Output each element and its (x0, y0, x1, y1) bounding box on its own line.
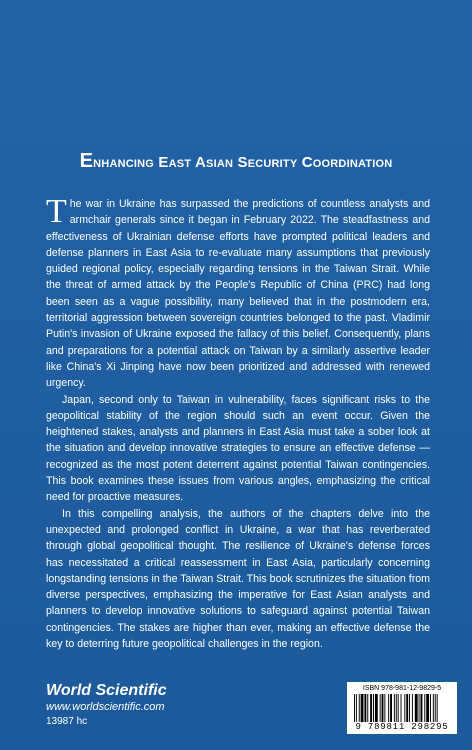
barcode-bar (390, 694, 392, 722)
barcode-bar (412, 694, 413, 722)
barcode-lead-digit: 9 (355, 722, 362, 732)
barcode-bar (384, 694, 385, 722)
publisher-url[interactable]: www.worldscientific.com (46, 701, 165, 713)
barcode-number (347, 722, 457, 732)
drop-cap: T (46, 193, 67, 230)
barcode-bars (353, 694, 451, 722)
barcode-bar (359, 694, 360, 722)
publisher-name: World Scientific (46, 682, 167, 699)
barcode-bar (394, 694, 395, 722)
blurb-paragraph-2: Japan, second only to Taiwan in vulnerability, faces significant risks to the geopolitical stability of the region should such an event occur. Given the heightened stakes, analysts and planners in East Asia must take a sober look at the situation and develop innovative strategies to ensure an effective defense — recognized as the most potent deterrent against potential Taiwan contingencies. This book examines these issues from various angles, emphasizing the critical need for proactive measures. (46, 393, 430, 504)
title-rest: nhancing East Asian Security Coordination (93, 154, 393, 171)
barcode-bar (430, 694, 431, 722)
isbn-label: ISBN 978-981-12-9829-5 (362, 685, 442, 692)
barcode-bar (424, 694, 425, 722)
book-title (0, 150, 472, 173)
barcode-bar (396, 694, 397, 722)
barcode-bar (426, 694, 429, 722)
barcode-left-digits: 789811 (367, 722, 406, 732)
blurb-paragraph-1 (46, 193, 430, 392)
barcode-bar (404, 694, 405, 722)
blurb-paragraph-3: In this compelling analysis, the authors of the chapters delve into the unexpected and prolonged conflict in Ukraine, a war that has reverberated through global geopolitical thought. The resilience of Ukraine's defense forces has necessitated a critical reassessment in East Asia, particularly concerning longstanding tensions in the Taiwan Strait. This book scrutinizes the situation from diverse perspectives, emphasizing the imperative for East Asian analysts and planners to develop innovative solutions to safeguard against potential Taiwan contingencies. The stakes are higher than ever, making an effective defense the key to deterring future geopolitical challenges in the region. (46, 507, 430, 651)
barcode-bar (433, 694, 434, 722)
isbn-barcode (347, 682, 457, 734)
barcode-bar (367, 694, 368, 722)
barcode-bar (361, 694, 364, 722)
barcode-bar (354, 694, 355, 722)
barcode-bar (375, 694, 378, 722)
barcode-bar (421, 694, 423, 722)
barcode-bar (380, 694, 381, 722)
barcode-bar (401, 694, 402, 722)
barcode-bar (419, 694, 420, 722)
barcode-bar (382, 694, 384, 722)
barcode-bar (370, 694, 372, 722)
barcode-bar (398, 694, 399, 722)
barcode-bar (435, 694, 436, 722)
title-initial: E (79, 150, 94, 172)
barcode-bar (356, 694, 357, 722)
barcode-bar (409, 694, 410, 722)
blurb (46, 193, 430, 652)
publisher-block (46, 682, 167, 729)
blurb-paragraph-1-text: he war in Ukraine has surpassed the predictions of countless analysts and armchair generals since it began in February 2022. The steadfastness and effectiveness of Ukrainian defense efforts have prompted political leaders and defense planners in East Asia to re-evaluate many assumptions that previously guided regional policy, especially regarding tensions in the Taiwan Strait. While the threat of armed attack by the People's Republic of China (PRC) had long been seen as a vague possibility, many believed that in the postmodern era, territorial aggression between sovereign countries belonged to the past. Vladimir Putin's invasion of Ukraine exposed the fallacy of this belief. Consequently, plans and preparations for a potential attack on Taiwan by a similarly assertive leader like China's Xi Jinping have now been prioritized and addressed with renewed urgency. (46, 198, 430, 390)
product-code: 13987 hc (46, 716, 88, 727)
barcode-bar (415, 694, 418, 722)
barcode-bar (364, 694, 366, 722)
barcode-bar (406, 694, 408, 722)
barcode-bar (373, 694, 374, 722)
barcode-bar (437, 694, 438, 722)
barcode-right-digits: 298295 (411, 722, 449, 732)
barcode-bar (388, 694, 389, 722)
